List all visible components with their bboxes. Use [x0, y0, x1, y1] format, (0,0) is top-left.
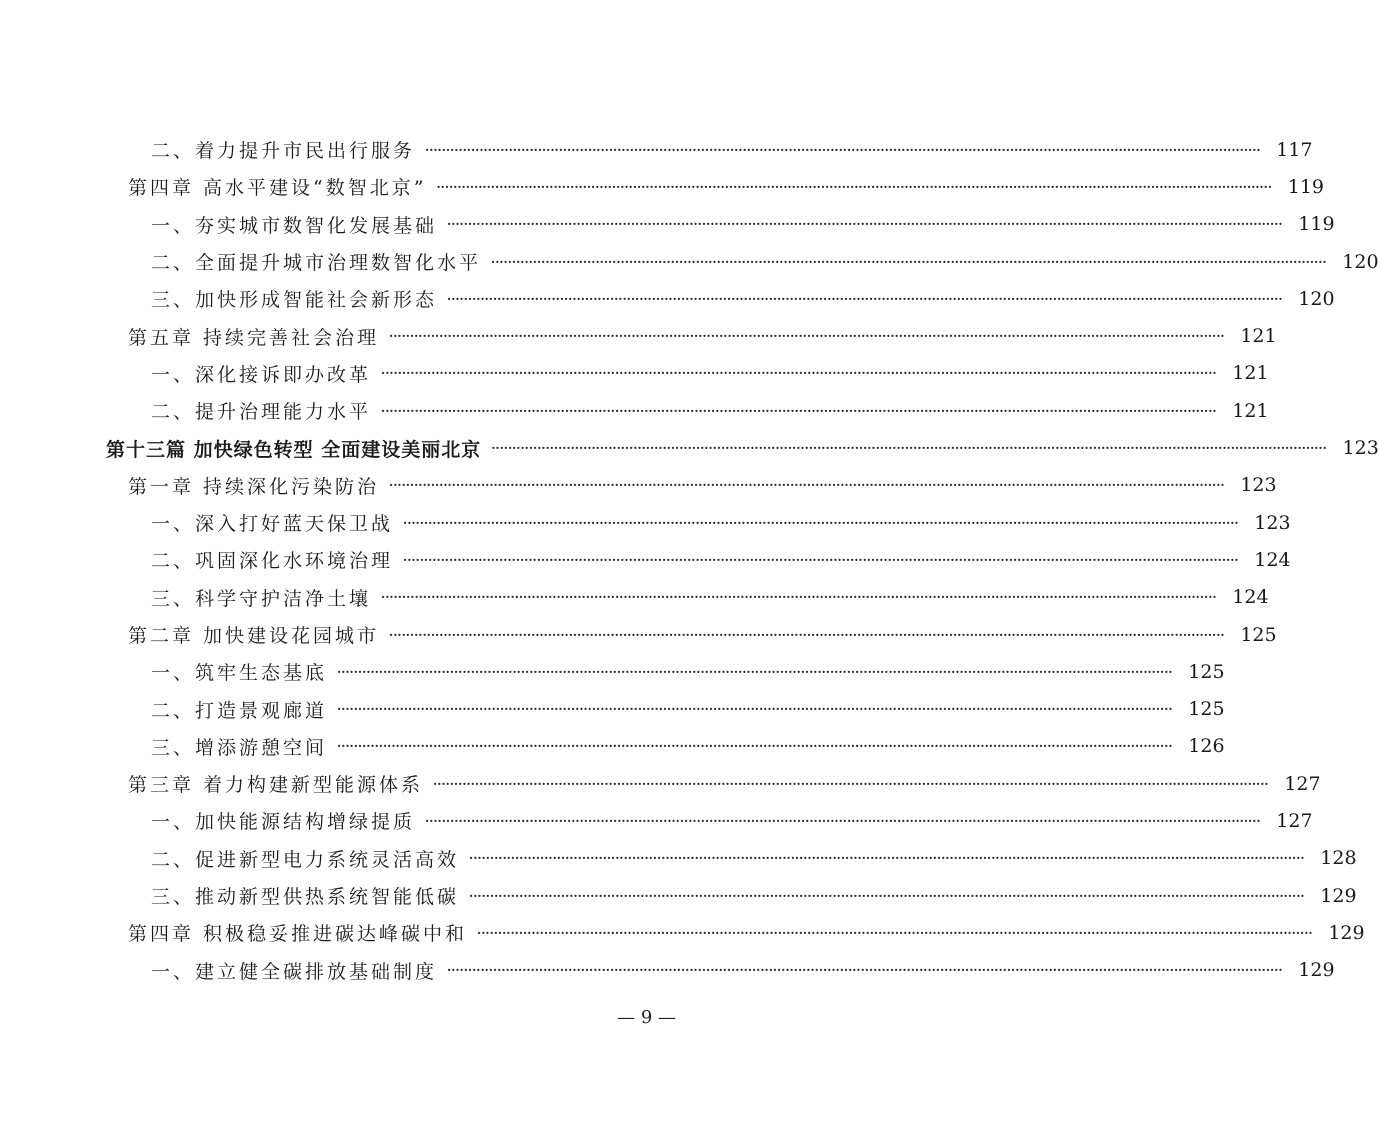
dot-leader: ········································································································································································································	[447, 963, 1283, 978]
dot-leader: ········································································································································································································	[389, 329, 1225, 344]
toc-entry-section	[0, 392, 1269, 429]
toc-entry-title: 一、筑牢生态基底	[151, 662, 328, 685]
toc-entry-title: 第一章 持续深化污染防治	[128, 475, 380, 498]
toc-entry-page-number: 123	[1240, 474, 1277, 497]
toc-entry-page-number: 129	[1298, 959, 1335, 982]
dot-leader: ········································································································································································································	[381, 366, 1217, 381]
toc-entry-section	[0, 690, 1225, 727]
dot-leader: ········································································································································································································	[381, 590, 1217, 605]
dot-leader: ········································································································································································································	[389, 627, 1225, 642]
toc-entry-section	[0, 355, 1269, 392]
toc-entry-title: 一、深化接诉即办改革	[151, 363, 372, 386]
toc-entry-chapter	[0, 616, 1277, 653]
toc-entry-chapter	[0, 467, 1277, 504]
dot-leader: ········································································································································································································	[425, 813, 1261, 828]
dot-leader: ········································································································································································································	[389, 478, 1225, 493]
dot-leader: ········································································································································································································	[491, 254, 1327, 269]
toc-entry-section	[0, 131, 1313, 168]
toc-entry-title: 第五章 持续完善社会治理	[128, 326, 380, 349]
toc-entry-title: 三、推动新型供热系统智能低碳	[151, 886, 460, 909]
toc-entry-section	[0, 877, 1357, 914]
toc-entry-title: 二、着力提升市民出行服务	[151, 140, 416, 163]
dot-leader: ········································································································································································································	[447, 291, 1283, 306]
toc-entry-page-number: 119	[1287, 175, 1325, 198]
toc-entry-title: 二、巩固深化水环境治理	[151, 550, 394, 573]
toc-entry-page-number: 121	[1232, 362, 1269, 385]
dot-leader: ········································································································································································································	[469, 888, 1305, 903]
toc-entry-title: 二、提升治理能力水平	[151, 401, 372, 424]
toc-entry-page-number: 126	[1188, 735, 1225, 758]
table-of-contents	[0, 131, 1379, 989]
toc-entry-page-number: 117	[1276, 138, 1313, 161]
toc-entry-page-number: 121	[1240, 325, 1277, 348]
dot-leader: ········································································································································································································	[425, 142, 1261, 157]
page-footer	[0, 1007, 800, 1028]
toc-entry-page-number: 120	[1298, 287, 1335, 310]
toc-entry-page-number: 128	[1320, 847, 1357, 870]
toc-entry-title: 一、夯实城市数智化发展基础	[151, 214, 438, 237]
dot-leader: ········································································································································································································	[433, 776, 1269, 791]
toc-entry-title: 三、科学守护洁净土壤	[151, 587, 372, 610]
toc-entry-section	[0, 541, 1291, 578]
toc-entry-page-number: 121	[1232, 399, 1269, 422]
dot-leader: ········································································································································································································	[337, 739, 1173, 754]
dot-leader: ········································································································································································································	[436, 179, 1273, 194]
toc-entry-page-number: 119	[1298, 213, 1335, 236]
dot-leader: ········································································································································································································	[477, 925, 1313, 940]
dot-leader: ········································································································································································································	[381, 403, 1217, 418]
toc-entry-page-number: 125	[1240, 623, 1277, 646]
dot-leader: ········································································································································································································	[337, 702, 1173, 717]
toc-entry-title: 一、深入打好蓝天保卫战	[151, 513, 394, 536]
toc-entry-chapter	[0, 168, 1325, 205]
toc-entry-part	[0, 429, 1379, 466]
toc-entry-chapter	[0, 765, 1321, 802]
toc-entry-title: 一、建立健全碳排放基础制度	[151, 960, 438, 983]
toc-entry-chapter	[0, 317, 1277, 354]
toc-entry-section	[0, 579, 1269, 616]
toc-entry-title: 二、促进新型电力系统灵活高效	[151, 848, 460, 871]
toc-entry-title: 一、加快能源结构增绿提质	[151, 811, 416, 834]
toc-entry-title: 第十三篇 加快绿色转型 全面建设美丽北京	[106, 438, 482, 461]
toc-entry-page-number: 127	[1284, 772, 1321, 795]
toc-entry-page-number: 129	[1328, 921, 1365, 944]
dot-leader: ········································································································································································································	[491, 441, 1327, 456]
toc-entry-title: 三、增添游憩空间	[151, 736, 328, 759]
toc-entry-section	[0, 802, 1313, 839]
toc-entry-section	[0, 728, 1225, 765]
toc-entry-section	[0, 653, 1225, 690]
toc-entry-page-number: 125	[1188, 698, 1225, 721]
toc-entry-page-number: 120	[1342, 250, 1379, 273]
toc-entry-page-number: 129	[1320, 884, 1357, 907]
toc-entry-title: 第三章 着力构建新型能源体系	[128, 774, 424, 797]
dot-leader: ········································································································································································································	[337, 664, 1173, 679]
toc-entry-section	[0, 206, 1335, 243]
toc-entry-section	[0, 243, 1379, 280]
toc-entry-page-number: 123	[1342, 437, 1379, 460]
dot-leader: ········································································································································································································	[469, 851, 1305, 866]
toc-entry-page-number: 124	[1232, 586, 1269, 609]
toc-entry-page-number: 125	[1188, 660, 1225, 683]
toc-entry-chapter	[0, 914, 1365, 951]
dot-leader: ········································································································································································································	[447, 217, 1283, 232]
toc-entry-title: 三、加快形成智能社会新形态	[151, 289, 438, 312]
toc-entry-page-number: 124	[1254, 548, 1291, 571]
dot-leader: ········································································································································································································	[403, 515, 1239, 530]
toc-entry-section	[0, 504, 1291, 541]
page-number: — 9 —	[617, 1007, 676, 1028]
toc-entry-title: 二、打造景观廊道	[151, 699, 328, 722]
toc-entry-page-number: 123	[1254, 511, 1291, 534]
toc-entry-title: 二、全面提升城市治理数智化水平	[151, 252, 482, 275]
toc-entry-title: 第四章 积极稳妥推进碳达峰碳中和	[128, 923, 468, 946]
dot-leader: ········································································································································································································	[403, 552, 1239, 567]
toc-entry-section	[0, 952, 1335, 989]
toc-entry-section	[0, 840, 1357, 877]
toc-entry-section	[0, 280, 1335, 317]
toc-entry-title: 第四章 高水平建设“数智北京”	[128, 177, 427, 200]
toc-entry-title: 第二章 加快建设花园城市	[128, 625, 380, 647]
toc-entry-page-number: 127	[1276, 809, 1313, 832]
